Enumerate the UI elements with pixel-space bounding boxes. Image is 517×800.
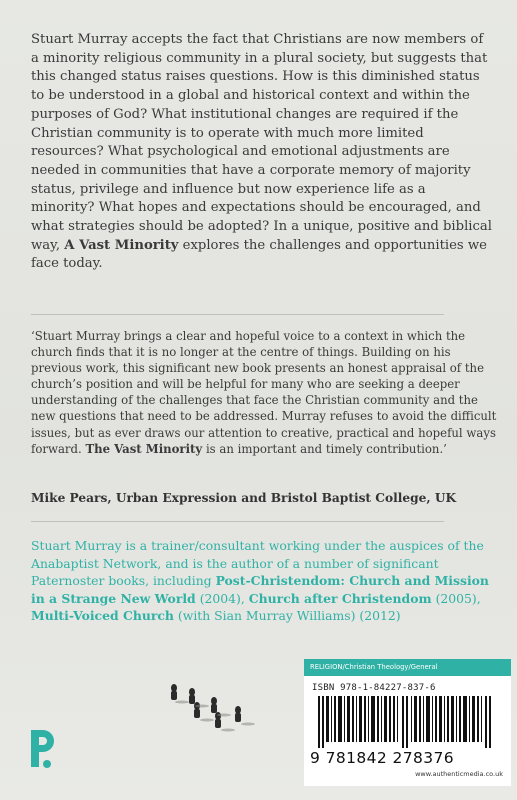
blurb-text: Stuart Murray accepts the fact that Christians are now members of a minority religious community in a plural society, but suggests that this changed status raises questions. How is this diminished status to be understood in a global and historical context and within the purposes of God? What institutional changes are required if the Christian community is to operate with much more limited resources? What psychological and emotional adjustments are needed in communities that have a corporate memory of majority status, privilege and influence but now experience life as a minority? What hopes and expectations should be encouraged, and what strategies should be adopted? In a unique, positive and biblical way, xyxy=(31,32,492,253)
barcode-icon xyxy=(312,696,498,748)
bio-book-title: Church after Christendom xyxy=(248,590,432,606)
paternoster-p-logo-icon xyxy=(28,726,58,771)
bio-book-title: Post-Christendom: Church and Mission in a Strange New World xyxy=(31,573,489,606)
divider xyxy=(31,521,444,522)
endorsement-attribution: Mike Pears, Urban Expression and Bristol Baptist College, UK xyxy=(31,491,457,505)
author-bio xyxy=(31,537,493,625)
isbn-digits: 9 781842 278376 xyxy=(310,749,455,767)
bio-book-title: Multi-Voiced Church xyxy=(31,608,174,623)
people-photo xyxy=(150,676,270,746)
bio-book-year: (2005), xyxy=(435,590,481,606)
endorsement-text: ‘Stuart Murray brings a clear and hopeful voice to a context in which the church finds that it is no longer at the centre of things. Building on his previous work, this significant new book presents an honest appraisal of the church’s position and will be helpful for many who are seeking a deeper understanding of the challenges that face the Christian community and the new questions that need to be addressed. Murray refuses to avoid the difficult issues, but as ever draws our attention to creative, practical and hopeful ways forward. xyxy=(31,329,497,456)
blurb-book-title: A Vast Minority xyxy=(64,237,179,253)
publisher-website: www.authenticmedia.co.uk xyxy=(415,770,503,778)
category-label: RELIGION/Christian Theology/General xyxy=(304,659,511,676)
divider xyxy=(31,314,444,315)
endorsement-text-end: is an important and timely contribution.’ xyxy=(205,441,447,456)
endorsement-quote xyxy=(31,328,501,457)
bio-intro: Stuart Murray is a trainer/consultant working under the auspices of the Anabaptist Network, and is the author of a number of significant Paternoster books, including xyxy=(31,538,484,588)
endorsement-book-title: The Vast Minority xyxy=(85,441,203,456)
bio-book-year: (2004), xyxy=(199,590,245,606)
barcode-panel xyxy=(304,659,511,786)
bio-book-note: (with Sian Murray Williams) (2012) xyxy=(177,608,401,623)
blurb-paragraph xyxy=(31,31,493,274)
blurb-text-end: explores the challenges and opportunities we face today. xyxy=(31,237,487,272)
isbn-label: ISBN 978-1-84227-837-6 xyxy=(312,683,436,693)
